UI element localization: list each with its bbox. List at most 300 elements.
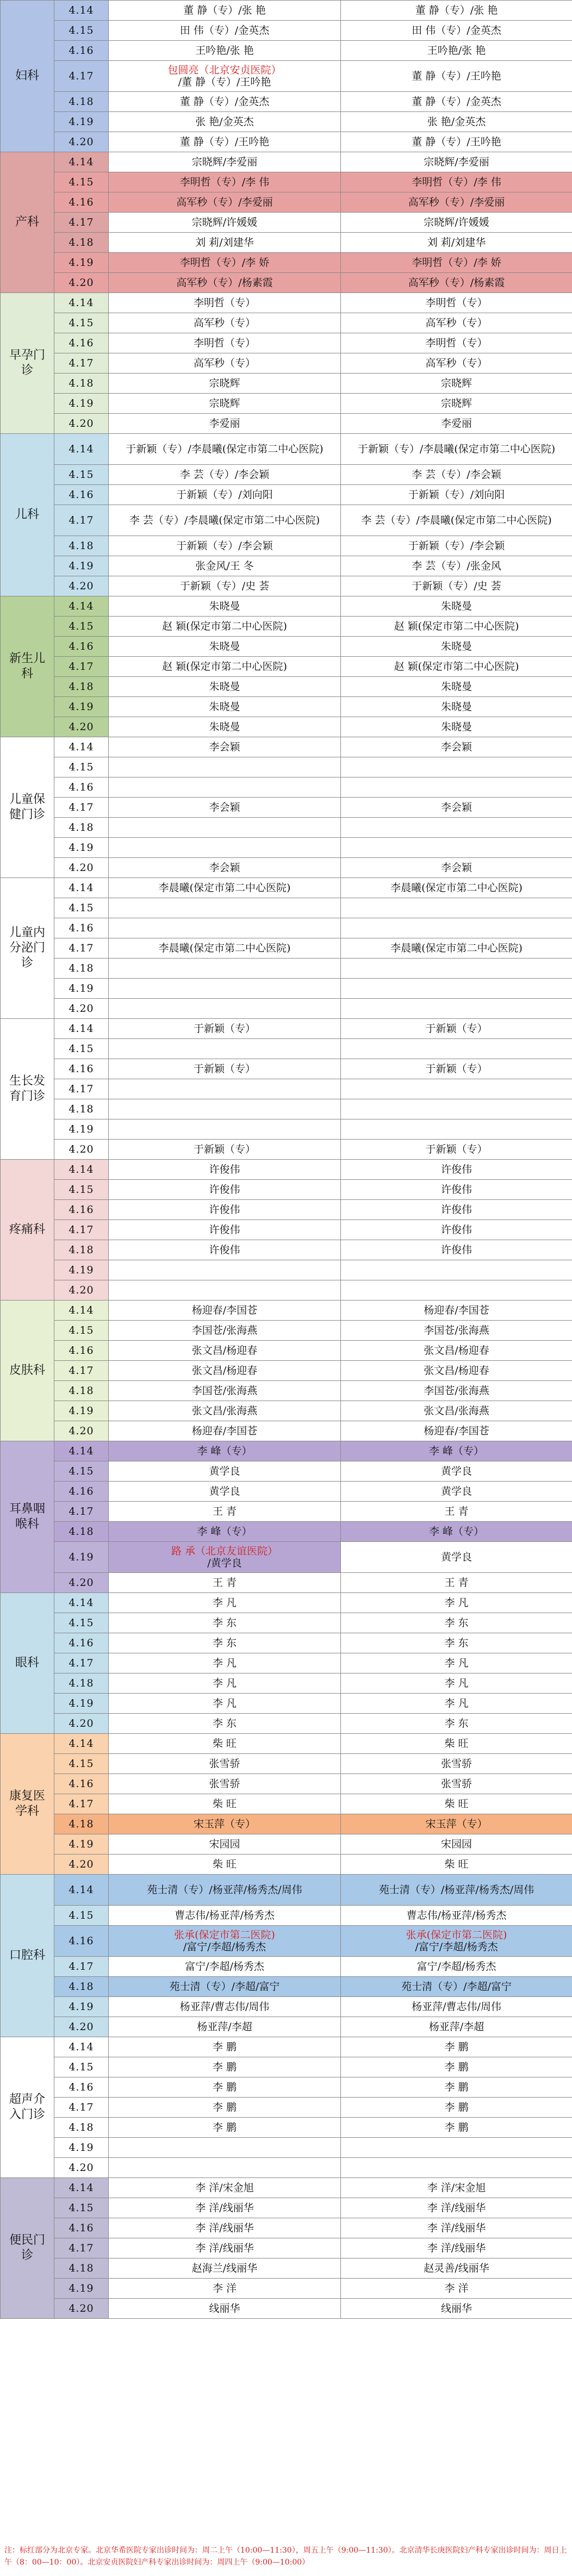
schedule-row xyxy=(1,1140,572,1160)
morning-doctor: 李明哲（专） xyxy=(193,337,256,349)
morning-doctor: 许俊伟 xyxy=(209,1224,240,1236)
afternoon-doctor-cell xyxy=(341,938,572,959)
date-cell: 4.15 xyxy=(54,1039,109,1059)
schedule-row xyxy=(1,1542,572,1573)
afternoon-doctor: 董 静（专）/王吟艳 xyxy=(412,70,501,82)
department-label: 眼科 xyxy=(1,1593,54,1734)
afternoon-doctor-cell xyxy=(341,2258,572,2279)
schedule-row xyxy=(1,2017,572,2037)
morning-doctor: 于新颖（专）/刘向阳 xyxy=(176,489,273,501)
department-label: 儿童保健门诊 xyxy=(1,737,54,878)
morning-doctor-cell xyxy=(109,1977,341,1997)
morning-doctor-cell xyxy=(109,677,341,697)
afternoon-doctor-cell xyxy=(341,2218,572,2238)
morning-doctor-cell xyxy=(109,637,341,657)
morning-doctor-cell xyxy=(109,2238,341,2258)
schedule-row xyxy=(1,313,572,333)
date-cell: 4.20 xyxy=(54,1421,109,1441)
morning-doctor: 李 洋/线丽华 xyxy=(195,2242,254,2254)
date-cell: 4.20 xyxy=(54,132,109,152)
afternoon-doctor-cell xyxy=(341,918,572,938)
date-cell: 4.14 xyxy=(54,1,109,21)
morning-doctor-cell xyxy=(109,485,341,505)
date-cell: 4.18 xyxy=(54,374,109,394)
schedule-row xyxy=(1,1613,572,1633)
morning-doctor: 李 洋/线丽华 xyxy=(195,2202,254,2214)
date-cell: 4.18 xyxy=(54,2258,109,2279)
date-cell: 4.16 xyxy=(54,1341,109,1361)
morning-doctor-cell xyxy=(109,1321,341,1341)
morning-doctor-cell xyxy=(109,233,341,253)
morning-doctor-cell xyxy=(109,1814,341,1834)
afternoon-doctor: 李会颖 xyxy=(440,862,472,874)
date-cell: 4.15 xyxy=(54,1613,109,1633)
morning-doctor: 张文昌/杨迎春 xyxy=(191,1365,258,1377)
morning-doctor-cell xyxy=(109,737,341,757)
morning-doctor-cell xyxy=(109,273,341,293)
schedule-row xyxy=(1,2037,572,2057)
date-cell: 4.17 xyxy=(54,2238,109,2258)
morning-doctor: 许俊伟 xyxy=(209,1204,240,1216)
afternoon-doctor: 董 静（专）/张 艳 xyxy=(415,4,498,16)
afternoon-doctor: 李 凡 xyxy=(444,1697,469,1709)
afternoon-doctor: 李 芸（专）/李晨曦(保定市第二中心医院) xyxy=(361,514,552,526)
date-cell: 4.14 xyxy=(54,293,109,313)
afternoon-doctor-cell xyxy=(341,1926,572,1957)
date-cell: 4.16 xyxy=(54,1633,109,1653)
morning-doctor: 于新颖（专） xyxy=(193,1023,256,1035)
afternoon-doctor: 富宁/李超/杨秀杰 xyxy=(416,1961,496,1973)
schedule-row xyxy=(1,637,572,657)
morning-doctor-extra: /董 静（专）/王吟艳 xyxy=(178,76,271,88)
schedule-row xyxy=(1,273,572,293)
schedule-row xyxy=(1,1079,572,1099)
afternoon-doctor-cell xyxy=(341,1774,572,1794)
morning-doctor-cell xyxy=(109,1957,341,1977)
afternoon-doctor-cell xyxy=(341,1714,572,1734)
morning-doctor-cell xyxy=(109,2218,341,2238)
schedule-row xyxy=(1,1855,572,1875)
afternoon-doctor: 李 鹏 xyxy=(444,2081,469,2093)
morning-doctor-cell xyxy=(109,1794,341,1814)
morning-doctor: 宋玉萍（专） xyxy=(193,1818,256,1830)
morning-doctor-cell xyxy=(109,918,341,938)
afternoon-doctor: 李 东 xyxy=(444,1718,469,1729)
afternoon-doctor-cell xyxy=(341,697,572,717)
afternoon-doctor-cell xyxy=(341,1341,572,1361)
morning-doctor-cell xyxy=(109,2279,341,2299)
morning-doctor-extra: /黄学良 xyxy=(207,1557,242,1569)
schedule-row xyxy=(1,2279,572,2299)
afternoon-doctor-cell xyxy=(341,536,572,556)
date-cell: 4.18 xyxy=(54,92,109,112)
schedule-row xyxy=(1,777,572,798)
schedule-row xyxy=(1,2258,572,2279)
date-cell: 4.19 xyxy=(54,2279,109,2299)
morning-doctor-cell xyxy=(109,2138,341,2158)
morning-doctor: 于新颖（专）/史 荟 xyxy=(179,580,270,592)
afternoon-doctor-cell xyxy=(341,1834,572,1855)
morning-doctor-cell xyxy=(109,374,341,394)
schedule-row xyxy=(1,414,572,434)
morning-doctor-cell xyxy=(109,1613,341,1633)
afternoon-doctor: 于新颖（专）/史 荟 xyxy=(412,580,501,592)
morning-doctor: 李国苍/张海燕 xyxy=(191,1385,258,1397)
schedule-row xyxy=(1,192,572,213)
morning-doctor: 李明哲（专）/李 娇 xyxy=(179,257,270,269)
afternoon-doctor: 于新颖（专）/李会颖 xyxy=(408,540,505,552)
morning-doctor: 宋园园 xyxy=(209,1838,240,1850)
schedule-row xyxy=(1,1401,572,1421)
schedule-row xyxy=(1,233,572,253)
afternoon-doctor: 杨迎春/李国苍 xyxy=(424,1425,489,1437)
afternoon-doctor-cell xyxy=(341,1673,572,1694)
afternoon-doctor-cell xyxy=(341,465,572,485)
afternoon-doctor-cell xyxy=(341,313,572,333)
date-cell: 4.17 xyxy=(54,1079,109,1099)
schedule-row xyxy=(1,556,572,576)
morning-doctor-cell xyxy=(109,1140,341,1160)
schedule-row xyxy=(1,1099,572,1119)
morning-doctor: 富宁/李超/杨秀杰 xyxy=(185,1961,264,1973)
date-cell: 4.15 xyxy=(54,1321,109,1341)
schedule-row xyxy=(1,536,572,556)
afternoon-doctor: 李 洋/线丽华 xyxy=(427,2222,486,2234)
schedule-row xyxy=(1,434,572,465)
schedule-row xyxy=(1,2118,572,2138)
morning-doctor-cell xyxy=(109,414,341,434)
schedule-row xyxy=(1,132,572,152)
date-cell: 4.20 xyxy=(54,999,109,1019)
afternoon-doctor-cell xyxy=(341,192,572,213)
afternoon-doctor-cell xyxy=(341,1240,572,1260)
schedule-row xyxy=(1,41,572,61)
afternoon-doctor-cell xyxy=(341,1502,572,1522)
morning-doctor-cell xyxy=(109,617,341,637)
afternoon-doctor: 王 青 xyxy=(444,1577,469,1589)
morning-doctor-cell xyxy=(109,1240,341,1260)
schedule-row xyxy=(1,858,572,878)
date-cell: 4.15 xyxy=(54,465,109,485)
date-cell: 4.16 xyxy=(54,1200,109,1220)
date-cell: 4.17 xyxy=(54,353,109,374)
afternoon-doctor-cell xyxy=(341,1099,572,1119)
afternoon-doctor: 于新颖（专）/刘向阳 xyxy=(408,489,505,501)
morning-doctor-cell xyxy=(109,2198,341,2218)
afternoon-doctor-cell xyxy=(341,1280,572,1301)
morning-doctor-cell xyxy=(109,1421,341,1441)
morning-doctor: 张文昌/张海燕 xyxy=(191,1405,258,1417)
afternoon-doctor: 苑士清（专）/李超/富宁 xyxy=(401,1981,512,1993)
morning-doctor: 张 艳/金英杰 xyxy=(195,116,254,128)
schedule-row xyxy=(1,878,572,898)
schedule-row xyxy=(1,798,572,818)
afternoon-doctor: 李 凡 xyxy=(444,1677,469,1689)
morning-doctor-extra: /富宁/李超/杨秀杰 xyxy=(183,1941,266,1953)
morning-doctor: 赵 颖(保定市第二中心医院) xyxy=(162,661,287,673)
date-cell: 4.17 xyxy=(54,213,109,233)
afternoon-doctor-cell xyxy=(341,41,572,61)
afternoon-doctor: 董 静（专）/金英杰 xyxy=(412,96,501,108)
afternoon-doctor-cell xyxy=(341,1160,572,1180)
afternoon-doctor: 李会颖 xyxy=(440,741,472,753)
schedule-row xyxy=(1,2077,572,2098)
schedule-row xyxy=(1,1301,572,1321)
morning-doctor-cell xyxy=(109,1482,341,1502)
morning-doctor: 田 伟（专）/金英杰 xyxy=(179,24,270,36)
morning-doctor: 线丽华 xyxy=(209,2303,240,2314)
afternoon-doctor: 于新颖（专）/李晨曦(保定市第二中心医院) xyxy=(357,443,556,455)
morning-doctor-cell xyxy=(109,394,341,414)
morning-doctor-cell xyxy=(109,1280,341,1301)
afternoon-doctor-cell xyxy=(341,152,572,172)
afternoon-doctor-cell xyxy=(341,878,572,898)
morning-doctor-cell xyxy=(109,798,341,818)
morning-doctor: 李 洋/线丽华 xyxy=(195,2222,254,2234)
morning-doctor: 朱晓曼 xyxy=(209,721,240,733)
afternoon-doctor: 高军秒（专） xyxy=(425,317,488,329)
afternoon-doctor-cell xyxy=(341,1301,572,1321)
morning-doctor-cell xyxy=(109,1774,341,1794)
morning-doctor-cell xyxy=(109,1714,341,1734)
afternoon-doctor-cell xyxy=(341,596,572,617)
afternoon-doctor-cell xyxy=(341,576,572,596)
afternoon-doctor: 李国苍/张海燕 xyxy=(424,1385,489,1397)
morning-doctor: 李 峰（专） xyxy=(197,1526,252,1538)
schedule-row xyxy=(1,838,572,858)
afternoon-doctor-cell xyxy=(341,2057,572,2077)
morning-doctor-cell xyxy=(109,1673,341,1694)
morning-doctor-cell xyxy=(109,1160,341,1180)
morning-doctor: 李爱丽 xyxy=(209,418,240,430)
afternoon-doctor: 于新颖（专） xyxy=(425,1063,488,1075)
schedule-row xyxy=(1,1906,572,1926)
schedule-row xyxy=(1,938,572,959)
afternoon-doctor: 李 峰（专） xyxy=(428,1445,484,1457)
afternoon-doctor-cell xyxy=(341,505,572,536)
morning-doctor-cell xyxy=(109,1734,341,1754)
date-cell: 4.19 xyxy=(54,394,109,414)
date-cell: 4.15 xyxy=(54,617,109,637)
morning-doctor: 杨亚萍/李超 xyxy=(197,2021,252,2033)
afternoon-doctor-cell xyxy=(341,1855,572,1875)
schedule-row xyxy=(1,1997,572,2017)
afternoon-doctor-cell xyxy=(341,1653,572,1673)
afternoon-doctor-cell xyxy=(341,1754,572,1774)
morning-doctor-cell xyxy=(109,1,341,21)
afternoon-doctor-cell xyxy=(341,1542,572,1573)
morning-doctor: 张承(保定市第二医院) xyxy=(174,1929,275,1941)
afternoon-doctor: 刘 莉/刘建华 xyxy=(427,237,486,248)
afternoon-doctor-cell xyxy=(341,556,572,576)
afternoon-doctor-cell xyxy=(341,112,572,132)
date-cell: 4.17 xyxy=(54,938,109,959)
morning-doctor: 曹志伟/杨亚萍/杨秀杰 xyxy=(175,1909,275,1921)
afternoon-doctor: 李 芸（专）/李会颖 xyxy=(412,469,501,481)
date-cell: 4.16 xyxy=(54,2218,109,2238)
schedule-row xyxy=(1,1673,572,1694)
morning-doctor: 柴 旺 xyxy=(212,1858,237,1870)
department-label: 康复医学科 xyxy=(1,1734,54,1875)
morning-doctor-cell xyxy=(109,1220,341,1240)
morning-doctor: 苑士清（专）/李超/富宁 xyxy=(169,1981,280,1993)
date-cell: 4.17 xyxy=(54,1502,109,1522)
morning-doctor: 李 芸（专）/李晨曦(保定市第二中心医院) xyxy=(129,514,320,526)
morning-doctor-cell xyxy=(109,1855,341,1875)
morning-doctor: 杨迎春/李国苍 xyxy=(191,1425,258,1437)
schedule-row xyxy=(1,213,572,233)
afternoon-doctor: 李明哲（专） xyxy=(425,337,488,349)
morning-doctor-cell xyxy=(109,1401,341,1421)
date-cell: 4.20 xyxy=(54,1573,109,1593)
morning-doctor: 李 鹏 xyxy=(212,2121,237,2133)
schedule-row xyxy=(1,2198,572,2218)
morning-doctor: 李 东 xyxy=(212,1637,237,1649)
date-cell: 4.15 xyxy=(54,2057,109,2077)
date-cell: 4.16 xyxy=(54,918,109,938)
afternoon-doctor: 李 东 xyxy=(444,1637,469,1649)
afternoon-doctor: 李 洋/线丽华 xyxy=(427,2242,486,2254)
date-cell: 4.18 xyxy=(54,233,109,253)
afternoon-doctor: 李 鹏 xyxy=(444,2061,469,2073)
afternoon-doctor-cell xyxy=(341,898,572,918)
afternoon-doctor-cell xyxy=(341,414,572,434)
afternoon-doctor: 高军秒（专）/李爱丽 xyxy=(408,196,505,208)
morning-doctor: 黄学良 xyxy=(209,1485,240,1497)
morning-doctor-cell xyxy=(109,1653,341,1673)
afternoon-doctor: 李晨曦(保定市第二中心医院) xyxy=(390,882,523,894)
morning-doctor: 刘 莉/刘建华 xyxy=(195,237,254,248)
department-label: 便民门诊 xyxy=(1,2178,54,2319)
date-cell: 4.14 xyxy=(54,2037,109,2057)
schedule-row xyxy=(1,576,572,596)
afternoon-doctor: 王 青 xyxy=(444,1505,469,1517)
morning-doctor: 李 鹏 xyxy=(212,2061,237,2073)
date-cell: 4.16 xyxy=(54,333,109,353)
afternoon-doctor-cell xyxy=(341,1957,572,1977)
afternoon-doctor-cell xyxy=(341,21,572,41)
date-cell: 4.19 xyxy=(54,838,109,858)
morning-doctor-cell xyxy=(109,1341,341,1361)
schedule-row xyxy=(1,1180,572,1200)
schedule-row xyxy=(1,1814,572,1834)
schedule-row xyxy=(1,1361,572,1381)
afternoon-doctor: 曹志伟/杨亚萍/杨秀杰 xyxy=(406,1909,507,1921)
afternoon-doctor-cell xyxy=(341,2098,572,2118)
afternoon-doctor-cell xyxy=(341,838,572,858)
morning-doctor-cell xyxy=(109,21,341,41)
morning-doctor: 李 芸（专）/李会颖 xyxy=(179,469,270,481)
afternoon-doctor: 田 伟（专）/金英杰 xyxy=(412,24,501,36)
afternoon-doctor-cell xyxy=(341,1220,572,1240)
afternoon-doctor: 李 洋/线丽华 xyxy=(427,2202,486,2214)
schedule-row xyxy=(1,353,572,374)
afternoon-doctor: 李明哲（专）/李 伟 xyxy=(412,176,501,188)
date-cell: 4.17 xyxy=(54,1957,109,1977)
morning-doctor: 赵海兰/线丽华 xyxy=(191,2262,258,2274)
date-cell: 4.17 xyxy=(54,1220,109,1240)
morning-doctor-cell xyxy=(109,2057,341,2077)
morning-doctor: 赵 颖(保定市第二中心医院) xyxy=(162,620,287,632)
department-label: 生长发育门诊 xyxy=(1,1019,54,1160)
morning-doctor-cell xyxy=(109,1542,341,1573)
afternoon-doctor: 许俊伟 xyxy=(440,1163,472,1175)
afternoon-doctor-cell xyxy=(341,1039,572,1059)
morning-doctor: 杨亚萍/曹志伟/周伟 xyxy=(179,2001,270,2013)
date-cell: 4.16 xyxy=(54,1482,109,1502)
schedule-row xyxy=(1,1653,572,1673)
afternoon-doctor-cell xyxy=(341,434,572,465)
morning-doctor-cell xyxy=(109,132,341,152)
date-cell: 4.18 xyxy=(54,959,109,979)
schedule-row xyxy=(1,1875,572,1906)
date-cell: 4.17 xyxy=(54,798,109,818)
footnote: 注：标红部分为北京专家。北京华希医院专家出诊时间为：周二上午（10:00—11:30），周五上午（9:00—11:30）。北京清华长庚医院妇产科专家出诊时间为：周日上午（8：00—10：00）。北京安贞医院妇产科专家出诊时间为：周四上午（9:00—10:00） xyxy=(4,2546,567,2567)
morning-doctor-cell xyxy=(109,1694,341,1714)
afternoon-doctor: 张 艳/金英杰 xyxy=(427,116,486,128)
schedule-row xyxy=(1,1220,572,1240)
department-label: 妇科 xyxy=(1,1,54,152)
afternoon-doctor-cell xyxy=(341,1200,572,1220)
afternoon-doctor-cell xyxy=(341,1794,572,1814)
schedule-row xyxy=(1,2218,572,2238)
schedule-row xyxy=(1,112,572,132)
date-cell: 4.15 xyxy=(54,313,109,333)
afternoon-doctor: 王吟艳/张 艳 xyxy=(427,45,486,57)
afternoon-doctor-cell xyxy=(341,2178,572,2198)
date-cell: 4.20 xyxy=(54,2299,109,2319)
department-label: 儿童内分泌门诊 xyxy=(1,878,54,1019)
date-cell: 4.14 xyxy=(54,878,109,898)
afternoon-doctor-cell xyxy=(341,213,572,233)
afternoon-doctor-cell xyxy=(341,1321,572,1341)
date-cell: 4.16 xyxy=(54,1926,109,1957)
afternoon-doctor: 苑士清（专）/杨亚萍/杨秀杰/周伟 xyxy=(378,1884,534,1896)
afternoon-doctor-cell xyxy=(341,2158,572,2178)
afternoon-doctor: 李 洋/宋金旭 xyxy=(427,2182,486,2194)
afternoon-doctor-cell xyxy=(341,253,572,273)
morning-doctor-cell xyxy=(109,1361,341,1381)
morning-doctor-cell xyxy=(109,213,341,233)
morning-doctor-cell xyxy=(109,1461,341,1482)
morning-doctor-cell xyxy=(109,1593,341,1613)
afternoon-doctor-cell xyxy=(341,1814,572,1834)
schedule-row xyxy=(1,333,572,353)
afternoon-doctor-cell xyxy=(341,1593,572,1613)
morning-doctor-cell xyxy=(109,2299,341,2319)
schedule-row xyxy=(1,1260,572,1280)
afternoon-doctor: 赵 颖(保定市第二中心医院) xyxy=(394,620,519,632)
morning-doctor-cell xyxy=(109,1301,341,1321)
morning-doctor-cell xyxy=(109,576,341,596)
schedule-row xyxy=(1,2098,572,2118)
date-cell: 4.18 xyxy=(54,1522,109,1542)
morning-doctor-cell xyxy=(109,313,341,333)
date-cell: 4.20 xyxy=(54,576,109,596)
afternoon-doctor: 宗晓辉 xyxy=(440,397,472,409)
afternoon-doctor-cell xyxy=(341,637,572,657)
schedule-row xyxy=(1,152,572,172)
morning-doctor: 李会颖 xyxy=(209,862,240,874)
morning-doctor: 张金风/王 冬 xyxy=(195,560,254,572)
morning-doctor: 李 东 xyxy=(212,1718,237,1729)
afternoon-doctor: 张文昌/杨迎春 xyxy=(424,1345,489,1357)
morning-doctor-cell xyxy=(109,172,341,192)
morning-doctor: 李会颖 xyxy=(209,741,240,753)
schedule-row xyxy=(1,617,572,637)
morning-doctor: 于新颖（专）/李会颖 xyxy=(176,540,273,552)
morning-doctor-cell xyxy=(109,2077,341,2098)
